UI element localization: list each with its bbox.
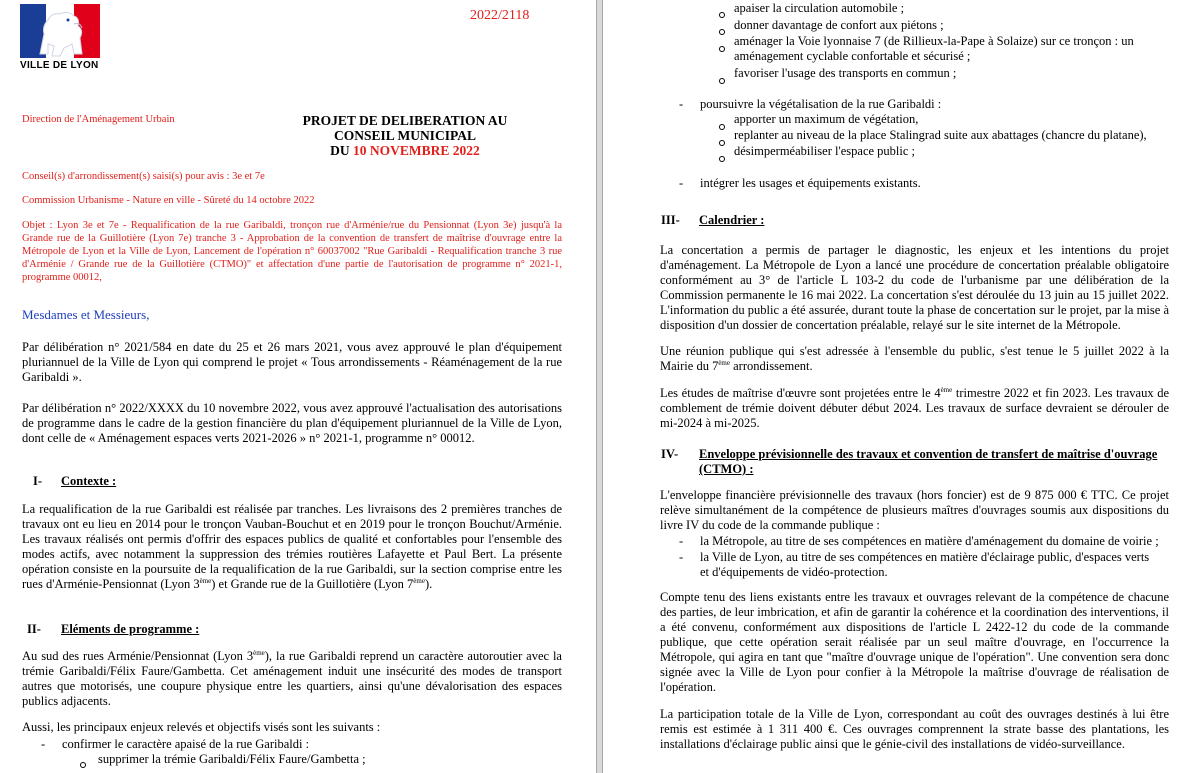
greeting: Mesdames et Messieurs, — [22, 307, 150, 322]
dash-bullet: - — [41, 737, 46, 751]
objective-existing-uses: intégrer les usages et équipements existants. — [700, 176, 921, 190]
circle-bullet — [719, 71, 725, 89]
circle-bullet — [719, 22, 725, 40]
title-line-2: CONSEIL MUNICIPAL — [334, 128, 476, 143]
objet-paragraph: Objet : Lyon 3e et 7e - Requalification de la rue Garibaldi, tronçon rue d'Arménie/rue du Pensionnat (Lyon 3e) jusqu'à la Grande rue de la Guillotière (Lyon 7e) tranche 3 - Approbation de la convention de transfert de maîtrise d'ouvrage entre la Métropole de Lyon et la Ville de Lyon, Lancement de l'opération n° 60037002 "Rue Garibaldi - Requalification tranche 3 rue d'Arménie / Grande rue de la Guillotière (CTMO)" et affectation d'une partie de l'autorisation de programme n° 2021-1, programme 00012, — [22, 220, 562, 283]
objective-public-transport: favoriser l'usage des transports en commun ; — [734, 66, 957, 80]
section-3-paragraph-2 — [660, 344, 1169, 374]
section-3-p3-text-a: Les études de maîtrise d'œuvre sont projetées entre le 4 — [660, 386, 941, 400]
dash-bullet: - — [679, 176, 684, 190]
ctmo-ville-item-line-2: et d'équipements de vidéo-protection. — [700, 565, 888, 579]
section-2-text-b: ), la rue Garibaldi reprend un caractère autoroutier avec la trémie Garibaldi/Félix Faure/Gambetta. Cet aménagement induit une insécurité des modes de transport autres que motorisés, une coupure physique entre les quartiers, ainsi qu'une dévalorisation des espaces publics adjacents. — [22, 649, 562, 708]
section-2-title: Eléments de programme : — [61, 622, 200, 636]
title-line-1: PROJET DE DELIBERATION AU — [302, 113, 508, 128]
objective-calm-traffic: apaiser la circulation automobile ; — [734, 1, 905, 15]
section-3-p3-text-b: trimestre 2022 et fin 2023. Les travaux de comblement de trémie doivent débuter début 2024. Les travaux de surface devraient se dérouler de mi-2024 à mi-2025. — [660, 386, 1169, 430]
section-3-paragraph-1: La concertation a permis de partager le diagnostic, les enjeux et les intentions du projet d'aménagement. La Métropole de Lyon a lancé une procédure de concertation préalable obligatoire conformément au 3° de l'article L 103-2 du code de l'urbanisme par une délibération de la Commission permanente le 16 mai 2022. La concertation s'est déroulée du 13 juin au 15 juillet 2022. L'information du public a été assurée, durant toute la phase de concertation sur le projet, par la mise à disposition d'un dossier de concertation préalable, relayé sur le site internet de la Métropole. — [660, 243, 1169, 332]
section-3-p2-text-b: arrondissement. — [730, 359, 813, 373]
objective-voie-lyonnaise-line-2: aménagement cyclable confortable et sécurisé ; — [734, 49, 971, 63]
page-title — [250, 113, 560, 158]
section-3-number: III- — [661, 213, 680, 227]
ville-de-lyon-logo — [20, 4, 100, 71]
objective-voie-lyonnaise-line-1: aménager la Voie lyonnaise 7 (de Rillieux-la-Pape à Solaize) sur ce tronçon : un — [734, 34, 1134, 48]
ctmo-ville-item-line-1: la Ville de Lyon, au titre de ses compétences en matière d'éclairage public, d'espaces verts — [700, 550, 1150, 564]
objective-pedestrian-comfort: donner davantage de confort aux piétons ; — [734, 18, 944, 32]
objective-replant: replanter au niveau de la place Stalingrad suite aux abattages (chancre du platane), — [734, 128, 1147, 142]
circle-bullet — [719, 39, 725, 57]
circle-bullet — [719, 5, 725, 23]
section-3-paragraph-3 — [660, 386, 1169, 431]
section-2-objectives-intro: Aussi, les principaux enjeux relevés et objectifs visés sont les suivants : — [22, 720, 381, 734]
intro-paragraph-2: Par délibération n° 2022/XXXX du 10 novembre 2022, vous avez approuvé l'actualisation des autorisations de programme dans le cadre de la gestion financière du plan d'équipement pluriannuel de la Ville de Lyon, dont celle de « Aménagement espaces verts 2021-2026 » n° 2021-1, programme n° 00012. — [22, 401, 562, 445]
section-1-text-b: ) et Grande rue de la Guillotière (Lyon 7 — [211, 577, 414, 591]
section-2-paragraph — [22, 649, 562, 709]
section-4-title — [699, 447, 1169, 477]
title-date: 10 NOVEMBRE 2022 — [353, 143, 480, 158]
section-1-text-a: La requalification de la rue Garibaldi est réalisée par tranches. Les livraisons des 2 premières tranches de travaux ont eu lieu en 2014 pour le tronçon Vauban-Bouchut et en 2019 pour le tronçon Bouchut/Arménie. Les travaux réalisés ont permis d'offrir des espaces publics de qualité et confortables pour l'ensemble des modes actifs, avec notamment la suppression des trémies routières Lafayette et Paul Bert. La présente opération consiste en la poursuite de la requalification de la rue Garibaldi, sur la section comprise entre les rues d'Arménie-Pensionnat (Lyon 3 — [22, 502, 562, 591]
objective-voie-lyonnaise — [734, 34, 1169, 64]
dash-bullet: - — [679, 97, 684, 111]
section-3-p2-sup: ème — [718, 358, 730, 367]
section-2-text-a: Au sud des rues Arménie/Pensionnat (Lyon 3 — [22, 649, 254, 663]
section-1-sup-1: ème — [199, 576, 212, 585]
logo-text: VILLE DE LYON — [20, 60, 99, 71]
section-4-number: IV- — [661, 447, 679, 461]
objective-remove-tunnel: supprimer la trémie Garibaldi/Félix Faure/Gambetta ; — [98, 752, 366, 766]
section-3-p2-text-a: Une réunion publique qui s'est adressée à l'ensemble du public, s'est tenue le 5 juillet 2022 à la Mairie du 7 — [660, 344, 1169, 373]
dash-bullet: - — [679, 550, 684, 564]
section-4-title-line-2: (CTMO) : — [699, 462, 754, 476]
objective-permeable: désimperméabiliser l'espace public ; — [734, 144, 916, 158]
section-3-p3-sup: ème — [940, 385, 953, 394]
section-4-paragraph-1: L'enveloppe financière prévisionnelle des travaux (hors foncier) est de 9 875 000 € TTC. Ce projet relève simultanément de la compétence de plusieurs maîtres d'ouvrages soumis aux dispositions du livre IV du code de la commande publique : — [660, 488, 1169, 532]
section-4-title-line-1: Enveloppe prévisionnelle des travaux et convention de transfert de maîtrise d'ouvrage — [699, 447, 1158, 461]
section-1-sup-2: ème — [413, 576, 425, 585]
section-2-sup-1: ème — [253, 648, 265, 657]
section-1-title: Contexte : — [61, 474, 117, 488]
lion-emblem-icon — [30, 4, 92, 60]
section-1-text-c: ). — [424, 577, 433, 591]
conseils-arrondissement: Conseil(s) d'arrondissement(s) saisi(s) pour avis : 3e et 7e — [22, 171, 265, 182]
objective-calm-street: confirmer le caractère apaisé de la rue Garibaldi : — [62, 737, 310, 751]
ctmo-ville-item — [700, 550, 1169, 580]
intro-paragraph-1: Par délibération n° 2021/584 en date du 25 et 26 mars 2021, vous avez approuvé le plan d'équipement pluriannuel de la Ville de Lyon qui comprend le projet « Tous arrondissements - Réaménagement de la rue Garibaldi ». — [22, 340, 562, 384]
page-gutter — [596, 0, 603, 773]
title-du: DU — [330, 143, 350, 158]
document-page-right — [603, 0, 1200, 773]
section-2-number: II- — [27, 622, 41, 636]
dash-bullet: - — [679, 534, 684, 548]
circle-bullet — [80, 755, 86, 773]
document-page-left — [0, 0, 596, 773]
ctmo-metropole-item: la Métropole, au titre de ses compétences en matière d'aménagement du domaine de voirie ; — [700, 534, 1159, 548]
section-1-number: I- — [33, 474, 43, 488]
title-line-3 — [250, 143, 560, 158]
circle-bullet — [719, 149, 725, 167]
section-4-paragraph-2: Compte tenu des liens existants entre les travaux et ouvrages relevant de la compétence de chacune des parties, de leur imbrication, et afin de garantir la cohérence et la coordination des interventions, il a été convenu, conformément aux dispositions de l'article L 2422-12 du code de la commande publique, que cette opération serait réalisée par un seul maître d'ouvrage, en l'occurrence la Métropole, qui agira en tant que "maître d'ouvrage unique de l'opération". Une convention sera donc signée avec la Ville de Lyon pour confier à la Métropole la maîtrise d'ouvrage de réalisation de l'opération. — [660, 590, 1169, 694]
direction-label: Direction de l'Aménagement Urbain — [22, 114, 175, 125]
section-3-title: Calendrier : — [699, 213, 765, 227]
objective-greening: poursuivre la végétalisation de la rue Garibaldi : — [700, 97, 942, 111]
document-number: 2022/2118 — [470, 8, 530, 23]
section-4-paragraph-3: La participation totale de la Ville de Lyon, correspondant au coût des ouvrages destinés à lui être remis est estimée à 1 311 400 €. Ces ouvrages comprennent la strate basse des plantations, les installations d'éclairage public ainsi que le génie-civil des installations de vidéo-surveillance. — [660, 707, 1169, 751]
section-1-paragraph — [22, 502, 562, 592]
commission-line: Commission Urbanisme - Nature en ville - Sûreté du 14 octobre 2022 — [22, 195, 315, 206]
objective-vegetation: apporter un maximum de végétation, — [734, 112, 919, 126]
